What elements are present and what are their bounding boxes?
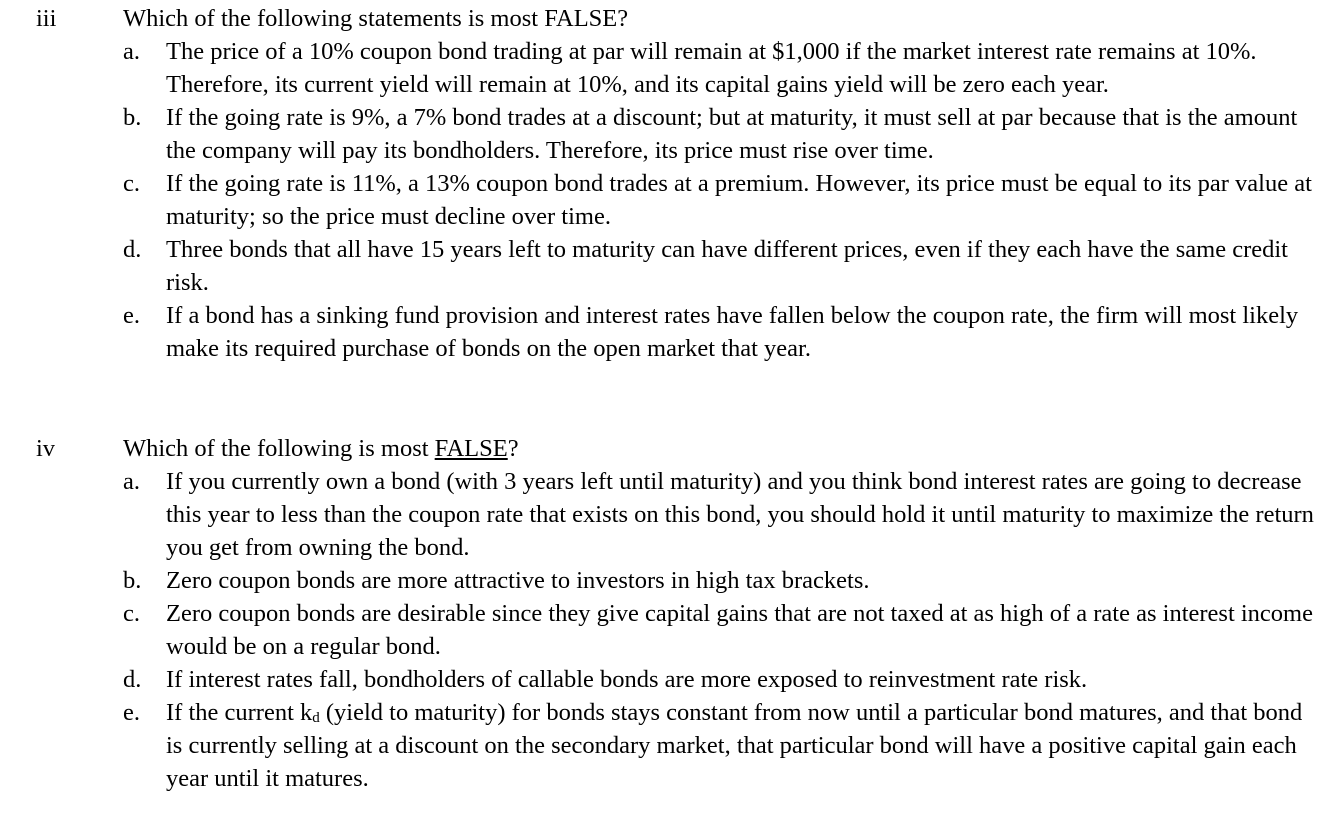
option-letter: c. [123,170,140,197]
question-stem: Which of the following statements is most FALSE? [123,5,629,32]
option-letter: e. [123,699,140,726]
question-number: iv [36,435,56,462]
option-letter: b. [123,567,142,594]
option-letter: d. [123,666,142,693]
option-e [0,299,1338,365]
option-letter: a. [123,468,140,495]
option-a [0,35,1338,101]
option-letter: b. [123,104,142,131]
option-text: If the going rate is 9%, a 7% bond trades at a discount; but at maturity, it must sell at par because that is the amount the company will pay its bondholders. Therefore, its price must rise over time. [166,104,1298,164]
option-d [0,233,1338,299]
option-text: If interest rates fall, bondholders of callable bonds are more exposed to reinvestment rate risk. [166,666,1088,693]
option-a [0,465,1338,564]
stem-suffix: ? [507,435,519,462]
question-stem [123,432,519,465]
option-letter: e. [123,302,140,329]
option-text: The price of a 10% coupon bond trading at par will remain at $1,000 if the market interest rate remains at 10%. Therefore, its current yield will remain at 10%, and its capital gains yield will be zero each year. [166,38,1257,98]
option-c [0,167,1338,233]
option-text: Zero coupon bonds are desirable since they give capital gains that are not taxed at as high of a rate as interest income would be on a regular bond. [166,600,1313,660]
option-text: If you currently own a bond (with 3 years left until maturity) and you think bond interest rates are going to decrease this year to less than the coupon rate that exists on this bond, you should hold it until maturity to maximize the return you get from owning the bond. [166,468,1314,561]
option-letter: a. [123,38,140,65]
question-number: iii [36,5,57,32]
text-suffix: (yield to maturity) for bonds stays constant from now until a particular bond matures, and that bond is currently selling at a discount on the secondary market, that particular bond will have a positive capital gain each year until it matures. [166,699,1303,792]
subscript-d: d [312,710,320,726]
option-text [166,696,1318,795]
stem-prefix: Which of the following is most [123,435,435,462]
option-text: If a bond has a sinking fund provision and interest rates have fallen below the coupon rate, the firm will most likely make its required purchase of bonds on the open market that year. [166,302,1299,362]
option-letter: d. [123,236,142,263]
option-d [0,663,1338,696]
option-text: If the going rate is 11%, a 13% coupon bond trades at a premium. However, its price must be equal to its par value at maturity; so the price must decline over time. [166,170,1312,230]
answer-options [0,465,1338,795]
option-b [0,564,1338,597]
option-e [0,696,1338,795]
answer-options [0,35,1338,365]
option-letter: c. [123,600,140,627]
option-b [0,101,1338,167]
stem-emphasis: FALSE [434,435,508,462]
option-c [0,597,1338,663]
option-text: Zero coupon bonds are more attractive to investors in high tax brackets. [166,567,870,594]
option-text: Three bonds that all have 15 years left to maturity can have different prices, even if they each have the same credit risk. [166,236,1288,296]
text-prefix: If the current k [166,699,313,726]
